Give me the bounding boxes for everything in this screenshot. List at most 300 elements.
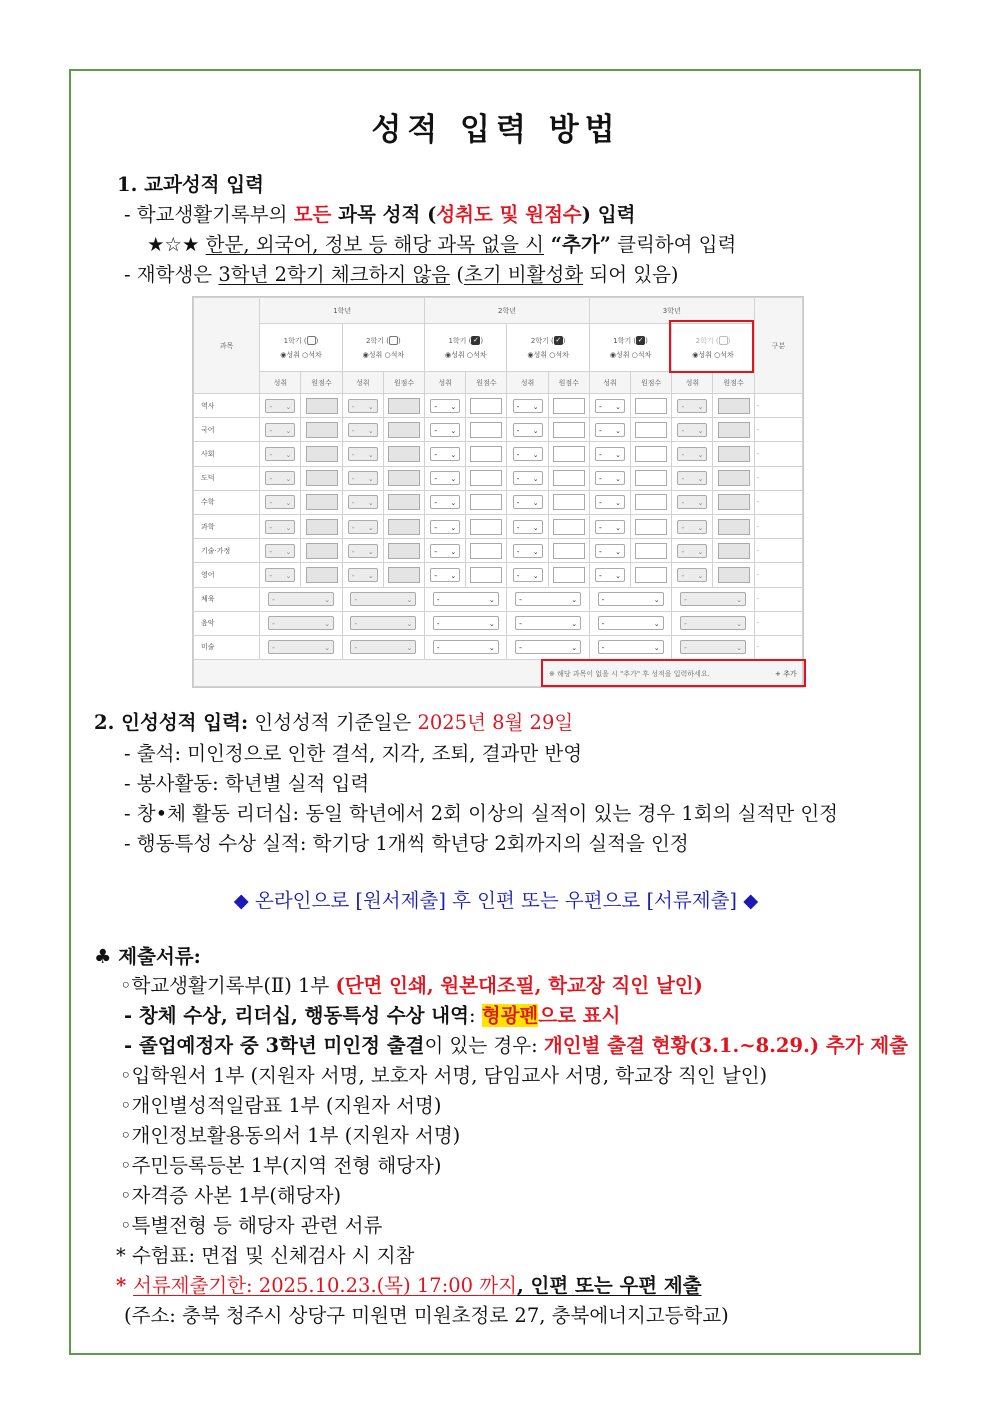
raw-score-cell bbox=[548, 466, 589, 490]
select-value: - bbox=[598, 401, 602, 411]
term-checkbox[interactable]: ✓ bbox=[637, 336, 644, 344]
raw-score-input[interactable] bbox=[553, 422, 585, 438]
rank-radio[interactable]: ◉성취 ○석차 bbox=[280, 350, 322, 359]
achievement-select[interactable]: - ⌄ bbox=[430, 520, 460, 534]
raw-score-input[interactable] bbox=[388, 567, 420, 583]
raw-score-cell bbox=[466, 466, 507, 490]
achievement-select[interactable]: - ⌄ bbox=[268, 592, 334, 606]
select-value: - bbox=[683, 619, 687, 629]
raw-score-input[interactable] bbox=[388, 446, 420, 462]
raw-score-input[interactable] bbox=[718, 422, 750, 438]
achievement-select[interactable]: - ⌄ bbox=[513, 568, 543, 582]
raw-score-input[interactable] bbox=[718, 470, 750, 486]
achievement-cell bbox=[589, 611, 671, 635]
achievement-select[interactable]: - ⌄ bbox=[430, 423, 460, 437]
text-uncheck: 3학년 2학기 체크하지 않음 bbox=[218, 263, 451, 286]
subject-name: 역사 bbox=[194, 394, 260, 418]
raw-score-input[interactable] bbox=[635, 398, 667, 414]
raw-score-cell bbox=[713, 418, 754, 442]
raw-score-input[interactable] bbox=[553, 519, 585, 535]
achievement-select[interactable]: - ⌄ bbox=[680, 592, 746, 606]
achievement-select[interactable]: - ⌄ bbox=[598, 640, 664, 654]
text: ) 입력 bbox=[581, 203, 636, 226]
raw-score-cell bbox=[383, 563, 424, 587]
rank-radio[interactable]: ◉성취 ○석차 bbox=[445, 350, 487, 359]
gubun-cell: - bbox=[754, 466, 802, 490]
col-raw-score: 원점수 bbox=[713, 372, 754, 394]
achievement-cell bbox=[260, 514, 301, 538]
raw-score-input[interactable] bbox=[388, 543, 420, 559]
col-raw-score: 원점수 bbox=[301, 372, 342, 394]
achievement-cell bbox=[507, 466, 548, 490]
achievement-select[interactable]: - ⌄ bbox=[265, 495, 295, 509]
raw-score-cell bbox=[548, 563, 589, 587]
table-row bbox=[194, 514, 803, 538]
raw-score-input[interactable] bbox=[306, 494, 338, 510]
achievement-select[interactable]: - ⌄ bbox=[513, 423, 543, 437]
achievement-select[interactable]: - ⌄ bbox=[348, 423, 378, 437]
text: : bbox=[468, 1004, 482, 1027]
select-value: - bbox=[598, 570, 602, 580]
raw-score-input[interactable] bbox=[635, 470, 667, 486]
rank-radio[interactable]: ◉성취 ○석차 bbox=[609, 350, 652, 359]
achievement-select[interactable]: - ⌄ bbox=[677, 399, 707, 413]
achievement-select[interactable]: - ⌄ bbox=[595, 399, 625, 413]
raw-score-input[interactable] bbox=[553, 543, 585, 559]
raw-score-cell bbox=[631, 490, 672, 514]
achievement-cell bbox=[425, 539, 466, 563]
achievement-select[interactable]: - ⌄ bbox=[430, 399, 460, 413]
raw-score-input[interactable] bbox=[635, 567, 667, 583]
achievement-cell bbox=[589, 490, 630, 514]
docs-record bbox=[120, 973, 703, 999]
raw-score-cell bbox=[383, 442, 424, 466]
achievement-select[interactable]: - ⌄ bbox=[513, 544, 543, 558]
raw-score-input[interactable] bbox=[635, 519, 667, 535]
highlight-3rd-grade-2nd-term bbox=[669, 320, 754, 373]
subject-name: 과학 bbox=[194, 514, 260, 538]
table-row bbox=[194, 466, 803, 490]
achievement-select[interactable]: - ⌄ bbox=[348, 568, 378, 582]
select-value: - bbox=[434, 425, 438, 435]
raw-score-input[interactable] bbox=[470, 519, 502, 535]
raw-score-cell bbox=[713, 466, 754, 490]
achievement-cell bbox=[672, 394, 713, 418]
achievement-select[interactable]: - ⌄ bbox=[515, 592, 581, 606]
text-all: 모든 bbox=[293, 203, 332, 226]
achievement-select[interactable]: - ⌄ bbox=[677, 520, 707, 534]
select-value: - bbox=[271, 643, 275, 653]
achievement-cell bbox=[507, 490, 548, 514]
achievement-cell bbox=[507, 539, 548, 563]
select-value: - bbox=[436, 619, 440, 629]
raw-score-input[interactable] bbox=[470, 494, 502, 510]
term-close: ) bbox=[562, 336, 566, 345]
term-checkbox[interactable] bbox=[389, 336, 398, 345]
rank-radio[interactable]: ◉성취 ○석차 bbox=[527, 350, 569, 359]
select-value: - bbox=[683, 595, 687, 605]
achievement-select[interactable]: - ⌄ bbox=[433, 640, 499, 654]
section2-heading bbox=[94, 710, 573, 736]
achievement-select[interactable]: - ⌄ bbox=[513, 520, 543, 534]
raw-score-input[interactable] bbox=[553, 446, 585, 462]
achievement-cell bbox=[425, 563, 466, 587]
select-value: - bbox=[516, 449, 520, 459]
raw-score-cell bbox=[713, 394, 754, 418]
achievement-select[interactable]: - ⌄ bbox=[265, 399, 295, 413]
docs-note-deadline bbox=[116, 1273, 702, 1299]
col-raw-score: 원점수 bbox=[383, 372, 424, 394]
select-value: - bbox=[516, 401, 520, 411]
achievement-cell bbox=[425, 466, 466, 490]
achievement-select[interactable]: - ⌄ bbox=[677, 447, 707, 461]
subject-name: 국어 bbox=[194, 418, 260, 442]
achievement-select[interactable]: - ⌄ bbox=[513, 447, 543, 461]
gubun-cell: - bbox=[754, 490, 802, 514]
raw-score-input[interactable] bbox=[470, 470, 502, 486]
col-raw-score: 원점수 bbox=[466, 372, 507, 394]
achievement-select[interactable]: - ⌄ bbox=[513, 399, 543, 413]
achievement-cell bbox=[589, 466, 630, 490]
select-value: - bbox=[519, 619, 523, 629]
table-row bbox=[194, 418, 803, 442]
achievement-cell bbox=[260, 394, 301, 418]
achievement-cell bbox=[425, 442, 466, 466]
raw-score-cell bbox=[631, 563, 672, 587]
achievement-select[interactable]: - ⌄ bbox=[677, 568, 707, 582]
achievement-select[interactable]: - ⌄ bbox=[513, 495, 543, 509]
select-value: - bbox=[519, 643, 523, 653]
table-row bbox=[194, 587, 803, 611]
raw-score-cell bbox=[548, 394, 589, 418]
text-requirements: (단면 인쇄, 원본대조필, 학교장 직인 날인) bbox=[335, 974, 703, 997]
achievement-select[interactable]: - ⌄ bbox=[348, 544, 378, 558]
raw-score-cell bbox=[383, 466, 424, 490]
raw-score-cell bbox=[383, 394, 424, 418]
rank-radio[interactable]: ◉성취 ○석차 bbox=[362, 350, 405, 359]
achievement-select[interactable]: - ⌄ bbox=[265, 544, 295, 558]
raw-score-input[interactable] bbox=[388, 519, 420, 535]
raw-score-input[interactable] bbox=[388, 470, 420, 486]
achievement-select[interactable]: - ⌄ bbox=[430, 544, 460, 558]
raw-score-input[interactable] bbox=[718, 446, 750, 462]
achievement-select[interactable]: - ⌄ bbox=[598, 616, 664, 630]
select-value: - bbox=[269, 425, 273, 435]
raw-score-input[interactable] bbox=[306, 422, 338, 438]
raw-score-input[interactable] bbox=[388, 422, 420, 438]
subject-name: 미술 bbox=[194, 635, 260, 659]
achievement-select[interactable]: - ⌄ bbox=[265, 520, 295, 534]
table-row bbox=[194, 563, 803, 587]
raw-score-input[interactable] bbox=[306, 446, 338, 462]
add-note: ※ 해당 과목이 없을 시 "추가" 후 성적을 입력하세요. bbox=[549, 670, 710, 678]
achievement-select[interactable]: - ⌄ bbox=[677, 495, 707, 509]
text-achievement: 성취도 및 원점수 bbox=[436, 203, 582, 226]
subject-header: 과목 bbox=[194, 298, 260, 394]
raw-score-input[interactable] bbox=[635, 446, 667, 462]
text-attendance-report: 개인별 출결 현황(3.1.~8.29.) 추가 제출 bbox=[543, 1034, 909, 1057]
table-row bbox=[194, 539, 803, 563]
select-value: - bbox=[354, 643, 358, 653]
achievement-select[interactable]: - ⌄ bbox=[265, 568, 295, 582]
achievement-select[interactable]: - ⌄ bbox=[598, 592, 664, 606]
select-value: - bbox=[269, 449, 273, 459]
achievement-cell bbox=[342, 490, 383, 514]
raw-score-cell bbox=[631, 394, 672, 418]
raw-score-input[interactable] bbox=[470, 422, 502, 438]
raw-score-input[interactable] bbox=[718, 543, 750, 559]
raw-score-input[interactable] bbox=[470, 543, 502, 559]
raw-score-input[interactable] bbox=[470, 398, 502, 414]
raw-score-input[interactable] bbox=[553, 494, 585, 510]
select-value: - bbox=[351, 401, 355, 411]
raw-score-cell bbox=[383, 539, 424, 563]
select-value: - bbox=[601, 643, 605, 653]
raw-score-input[interactable] bbox=[635, 422, 667, 438]
raw-score-input[interactable] bbox=[553, 470, 585, 486]
achievement-select[interactable]: - ⌄ bbox=[513, 471, 543, 485]
achievement-cell bbox=[507, 394, 548, 418]
add-button[interactable]: + 추가 bbox=[775, 670, 797, 678]
achievement-cell bbox=[425, 514, 466, 538]
text: 으로 표시 bbox=[538, 1004, 621, 1027]
select-value: - bbox=[434, 401, 438, 411]
gubun-cell: - bbox=[754, 635, 802, 659]
achievement-select[interactable]: - ⌄ bbox=[430, 447, 460, 461]
select-value: - bbox=[351, 449, 355, 459]
raw-score-cell bbox=[383, 514, 424, 538]
term-cell bbox=[507, 324, 589, 372]
gubun-cell: - bbox=[754, 418, 802, 442]
raw-score-cell bbox=[713, 442, 754, 466]
raw-score-cell bbox=[301, 394, 342, 418]
term-label: 2학기 ( bbox=[366, 336, 389, 345]
raw-score-cell bbox=[301, 442, 342, 466]
text: - 재학생은 bbox=[124, 263, 219, 286]
rank-radio[interactable]: ◉성취 ○석차 bbox=[692, 350, 734, 359]
select-value: - bbox=[598, 522, 602, 532]
text: - 학교생활기록부의 bbox=[124, 203, 294, 226]
term-close: ) bbox=[645, 336, 648, 345]
achievement-select[interactable]: - ⌄ bbox=[680, 616, 746, 630]
achievement-select[interactable]: - ⌄ bbox=[515, 640, 581, 654]
achievement-select[interactable]: - ⌄ bbox=[515, 616, 581, 630]
achievement-cell bbox=[260, 490, 301, 514]
select-value: - bbox=[351, 425, 355, 435]
achievement-select[interactable]: - ⌄ bbox=[430, 471, 460, 485]
raw-score-input[interactable] bbox=[306, 567, 338, 583]
text: - 창체 수상, 리더십, 행동특성 수상 내역 bbox=[124, 1004, 469, 1027]
term-label: 1학기 ( bbox=[613, 336, 637, 345]
select-value: - bbox=[519, 595, 523, 605]
achievement-cell bbox=[260, 466, 301, 490]
star-icons: ★☆★ bbox=[147, 233, 206, 256]
achievement-select[interactable]: - ⌄ bbox=[433, 592, 499, 606]
raw-score-cell bbox=[466, 514, 507, 538]
raw-score-input[interactable] bbox=[718, 494, 750, 510]
achievement-select[interactable]: - ⌄ bbox=[595, 495, 625, 509]
select-value: - bbox=[434, 449, 438, 459]
col-raw-score: 원점수 bbox=[631, 372, 672, 394]
text: * bbox=[116, 1274, 133, 1297]
achievement-select[interactable]: - ⌄ bbox=[348, 447, 378, 461]
text: , 인편 또는 우편 제출 bbox=[516, 1274, 702, 1297]
select-value: - bbox=[598, 498, 602, 508]
col-raw-score: 원점수 bbox=[548, 372, 589, 394]
achievement-select[interactable]: - ⌄ bbox=[677, 423, 707, 437]
achievement-cell bbox=[507, 442, 548, 466]
raw-score-input[interactable] bbox=[635, 494, 667, 510]
text: 과목 성적 ( bbox=[331, 203, 437, 226]
achievement-cell bbox=[342, 539, 383, 563]
docs-item: ◦입학원서 1부 (지원자 서명, 보호자 서명, 담임교사 서명, 학교장 직인 날인) bbox=[120, 1064, 768, 1087]
select-value: - bbox=[681, 474, 685, 484]
achievement-select[interactable]: - ⌄ bbox=[595, 544, 625, 558]
achievement-cell bbox=[260, 539, 301, 563]
text-subjects: 한문, 외국어, 정보 등 해당 과목 없을 시 bbox=[205, 233, 544, 256]
col-achievement: 성취 bbox=[425, 372, 466, 394]
achievement-cell bbox=[342, 635, 424, 659]
term-close: ) bbox=[480, 336, 484, 345]
achievement-cell bbox=[425, 418, 466, 442]
text-date: 2025년 8월 29일 bbox=[417, 711, 574, 734]
raw-score-input[interactable] bbox=[470, 446, 502, 462]
table-row bbox=[194, 611, 803, 635]
select-value: - bbox=[269, 498, 273, 508]
raw-score-cell bbox=[631, 539, 672, 563]
docs-awards bbox=[124, 1003, 620, 1029]
achievement-select[interactable]: - ⌄ bbox=[430, 495, 460, 509]
raw-score-cell bbox=[631, 514, 672, 538]
achievement-select[interactable]: - ⌄ bbox=[677, 471, 707, 485]
raw-score-cell bbox=[713, 490, 754, 514]
col-achievement: 성취 bbox=[342, 372, 383, 394]
achievement-select[interactable]: - ⌄ bbox=[433, 616, 499, 630]
achievement-cell bbox=[342, 394, 383, 418]
term-checkbox[interactable] bbox=[307, 336, 316, 345]
term-label: 2학기 ( bbox=[530, 336, 554, 345]
section2-item: - 봉사활동: 학년별 실적 입력 bbox=[124, 772, 370, 795]
docs-item: ◦특별전형 등 해당자 관련 서류 bbox=[120, 1214, 383, 1237]
term-checkbox[interactable]: ✓ bbox=[472, 336, 479, 344]
subject-name: 기술·가정 bbox=[194, 539, 260, 563]
raw-score-cell bbox=[301, 418, 342, 442]
achievement-cell bbox=[672, 490, 713, 514]
select-value: - bbox=[434, 522, 438, 532]
achievement-select[interactable]: - ⌄ bbox=[595, 447, 625, 461]
section1-line3 bbox=[124, 262, 679, 288]
text-add: “추가” bbox=[544, 233, 611, 256]
select-value: - bbox=[681, 401, 685, 411]
achievement-select[interactable]: - ⌄ bbox=[595, 568, 625, 582]
select-value: - bbox=[601, 595, 605, 605]
select-value: - bbox=[516, 546, 520, 556]
table-row bbox=[194, 394, 803, 418]
raw-score-input[interactable] bbox=[718, 519, 750, 535]
achievement-select[interactable]: - ⌄ bbox=[680, 640, 746, 654]
achievement-select[interactable]: - ⌄ bbox=[348, 520, 378, 534]
achievement-cell bbox=[507, 563, 548, 587]
term-label: 1학기 ( bbox=[283, 336, 307, 345]
raw-score-input[interactable] bbox=[718, 398, 750, 414]
raw-score-input[interactable] bbox=[635, 543, 667, 559]
raw-score-cell bbox=[301, 514, 342, 538]
raw-score-input[interactable] bbox=[553, 398, 585, 414]
select-value: - bbox=[351, 570, 355, 580]
raw-score-input[interactable] bbox=[470, 567, 502, 583]
achievement-select[interactable]: - ⌄ bbox=[350, 640, 416, 654]
docs-attendance bbox=[124, 1033, 908, 1059]
achievement-select[interactable]: - ⌄ bbox=[265, 423, 295, 437]
subject-name: 사회 bbox=[194, 442, 260, 466]
raw-score-input[interactable] bbox=[306, 398, 338, 414]
text: 인성성적 기준일은 bbox=[248, 711, 418, 734]
achievement-cell bbox=[260, 418, 301, 442]
achievement-cell bbox=[425, 635, 507, 659]
achievement-select[interactable]: - ⌄ bbox=[595, 423, 625, 437]
achievement-select[interactable]: - ⌄ bbox=[348, 399, 378, 413]
achievement-select[interactable]: - ⌄ bbox=[265, 447, 295, 461]
achievement-cell bbox=[672, 466, 713, 490]
raw-score-input[interactable] bbox=[718, 567, 750, 583]
raw-score-input[interactable] bbox=[306, 519, 338, 535]
text: 2. 인성성적 입력: bbox=[94, 711, 249, 734]
achievement-cell bbox=[342, 563, 383, 587]
raw-score-input[interactable] bbox=[553, 567, 585, 583]
achievement-cell bbox=[589, 539, 630, 563]
achievement-select[interactable]: - ⌄ bbox=[348, 495, 378, 509]
achievement-select[interactable]: - ⌄ bbox=[595, 471, 625, 485]
text: 되어 있음) bbox=[583, 263, 679, 286]
docs-item: ◦개인별성적일람표 1부 (지원자 서명) bbox=[120, 1094, 442, 1117]
col-achievement: 성취 bbox=[589, 372, 630, 394]
raw-score-cell bbox=[713, 514, 754, 538]
term-checkbox[interactable]: ✓ bbox=[555, 336, 562, 344]
raw-score-input[interactable] bbox=[388, 494, 420, 510]
achievement-select[interactable]: - ⌄ bbox=[350, 592, 416, 606]
raw-score-cell bbox=[301, 466, 342, 490]
submission-banner: ◆ 온라인으로 [원서제출] 후 인편 또는 우편으로 [서류제출] ◆ bbox=[233, 889, 759, 912]
select-value: - bbox=[681, 546, 685, 556]
select-value: - bbox=[598, 449, 602, 459]
achievement-cell bbox=[342, 466, 383, 490]
achievement-select[interactable]: - ⌄ bbox=[265, 471, 295, 485]
text: 클릭하여 입력 bbox=[610, 233, 737, 256]
achievement-cell bbox=[672, 514, 713, 538]
achievement-select[interactable]: - ⌄ bbox=[595, 520, 625, 534]
achievement-select[interactable]: - ⌄ bbox=[268, 640, 334, 654]
achievement-select[interactable]: - ⌄ bbox=[350, 616, 416, 630]
term-cell bbox=[260, 324, 342, 372]
achievement-cell bbox=[672, 563, 713, 587]
select-value: - bbox=[354, 595, 358, 605]
achievement-select[interactable]: - ⌄ bbox=[268, 616, 334, 630]
raw-score-input[interactable] bbox=[306, 543, 338, 559]
achievement-select[interactable]: - ⌄ bbox=[430, 568, 460, 582]
achievement-select[interactable]: - ⌄ bbox=[348, 471, 378, 485]
raw-score-input[interactable] bbox=[388, 398, 420, 414]
gubun-header: 구분 bbox=[754, 298, 802, 394]
achievement-select[interactable]: - ⌄ bbox=[677, 544, 707, 558]
achievement-cell bbox=[425, 587, 507, 611]
achievement-cell bbox=[260, 611, 342, 635]
raw-score-cell bbox=[548, 514, 589, 538]
gubun-cell: - bbox=[754, 587, 802, 611]
col-achievement: 성취 bbox=[260, 372, 301, 394]
raw-score-input[interactable] bbox=[306, 470, 338, 486]
achievement-cell bbox=[260, 587, 342, 611]
raw-score-cell bbox=[548, 539, 589, 563]
